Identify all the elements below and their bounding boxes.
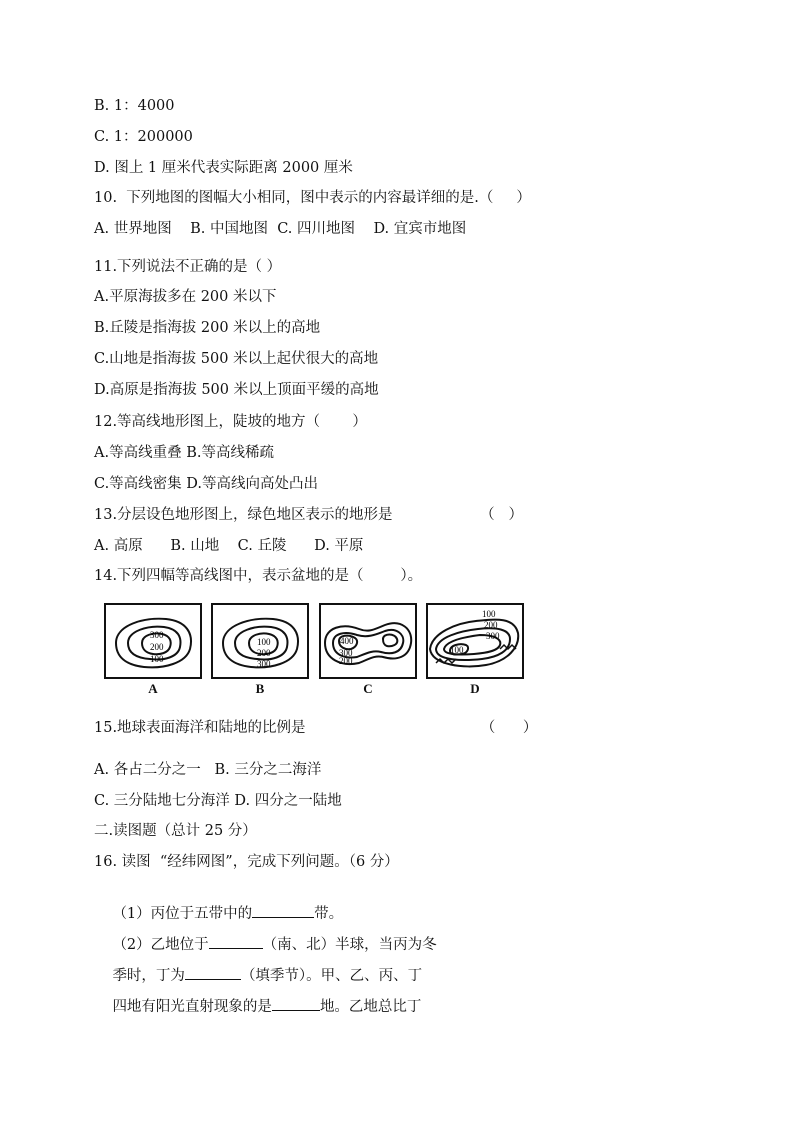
contour-label: 300 <box>150 630 164 640</box>
q13-options: A. 高原 B. 山地 C. 丘陵 D. 平原 <box>94 538 364 554</box>
q16-stem: 16. 读图 “经纬网图”，完成下列问题。（6 分） <box>94 854 399 870</box>
q16-part3-text-a: 季时，丁为 <box>112 968 185 984</box>
contour-label: 100 <box>482 609 496 619</box>
q15-stem: 15.地球表面海洋和陆地的比例是 （ ） <box>94 720 538 736</box>
q9-option-b: B. 1：4000 <box>94 98 175 114</box>
q9-option-c: C. 1：200000 <box>94 129 193 145</box>
q10-options: A. 世界地图 B. 中国地图 C. 四川地图 D. 宜宾市地图 <box>94 221 467 237</box>
q12-options-cd: C.等高线密集 D.等高线向高处凸出 <box>94 476 319 492</box>
contour-label: 300 <box>486 631 500 641</box>
q10-stem: 10. 下列地图的图幅大小相同，图中表示的内容最详细的是.（ ） <box>94 190 531 206</box>
contour-map-c <box>319 603 417 696</box>
contour-label: 300 <box>257 659 271 669</box>
q12-stem: 12.等高线地形图上，陡坡的地方（ ） <box>94 414 367 430</box>
q16-part2-text-a: （2）乙地位于 <box>112 937 209 953</box>
q11-option-d: D.高原是指海拔 500 米以上顶面平缓的高地 <box>94 382 379 398</box>
q16-part4-text-b: 地。乙地总比丁 <box>319 999 422 1015</box>
q13-stem: 13.分层设色地形图上，绿色地区表示的地形是 （ ） <box>94 507 523 523</box>
q12-options-ab: A.等高线重叠 B.等高线稀疏 <box>94 445 274 461</box>
q11-option-c: C.山地是指海拔 500 米以上起伏很大的高地 <box>94 351 379 367</box>
figure-label-a: A <box>148 681 158 696</box>
q9-option-d: D. 图上 1 厘米代表实际距离 2000 厘米 <box>94 160 353 176</box>
q16-part4-text-a: 四地有阳光直射现象的是 <box>112 999 272 1015</box>
contour-label: 200 <box>484 620 498 630</box>
q16-part2-text-b: （南、北）半球，当丙为冬 <box>262 937 437 953</box>
q14-stem: 14.下列四幅等高线图中，表示盆地的是（ ）。 <box>94 568 423 584</box>
answer-blank[interactable] <box>272 996 320 1011</box>
q16-part3-text-b: （填季节）。甲、乙、丙、丁 <box>240 968 423 984</box>
contour-figures <box>104 603 524 695</box>
contour-label: 200 <box>150 642 164 652</box>
contour-label: 300 <box>339 648 353 658</box>
q11-stem: 11.下列说法不正确的是（ ） <box>94 259 282 275</box>
contour-label: 200 <box>339 656 353 666</box>
q16-part1-text-a: （1）丙位于五带中的 <box>112 906 253 922</box>
figure-label-d: D <box>470 681 480 696</box>
section-two-heading: 二.读图题（总计 25 分） <box>94 823 257 839</box>
figure-label-c: C <box>363 681 373 696</box>
contour-label: 200 <box>257 648 271 658</box>
figure-label-b: B <box>255 681 265 696</box>
contour-map-b <box>211 603 309 696</box>
q11-option-a: A.平原海拔多在 200 米以下 <box>94 289 277 305</box>
q15-options-cd: C. 三分陆地七分海洋 D. 四分之一陆地 <box>94 793 342 809</box>
q16-part1-text-b: 带。 <box>314 906 344 922</box>
q11-option-b: B.丘陵是指海拔 200 米以上的高地 <box>94 320 321 336</box>
contour-label: 400 <box>340 636 354 646</box>
contour-map-d <box>426 603 524 696</box>
q16-part2-cont2 <box>94 976 421 1037</box>
q15-options-ab: A. 各占二分之一 B. 三分之二海洋 <box>94 762 322 778</box>
contour-map-a <box>104 603 202 696</box>
contour-label: 100 <box>150 654 164 664</box>
contour-label: 100 <box>450 645 464 655</box>
contour-label: 100 <box>257 637 271 647</box>
